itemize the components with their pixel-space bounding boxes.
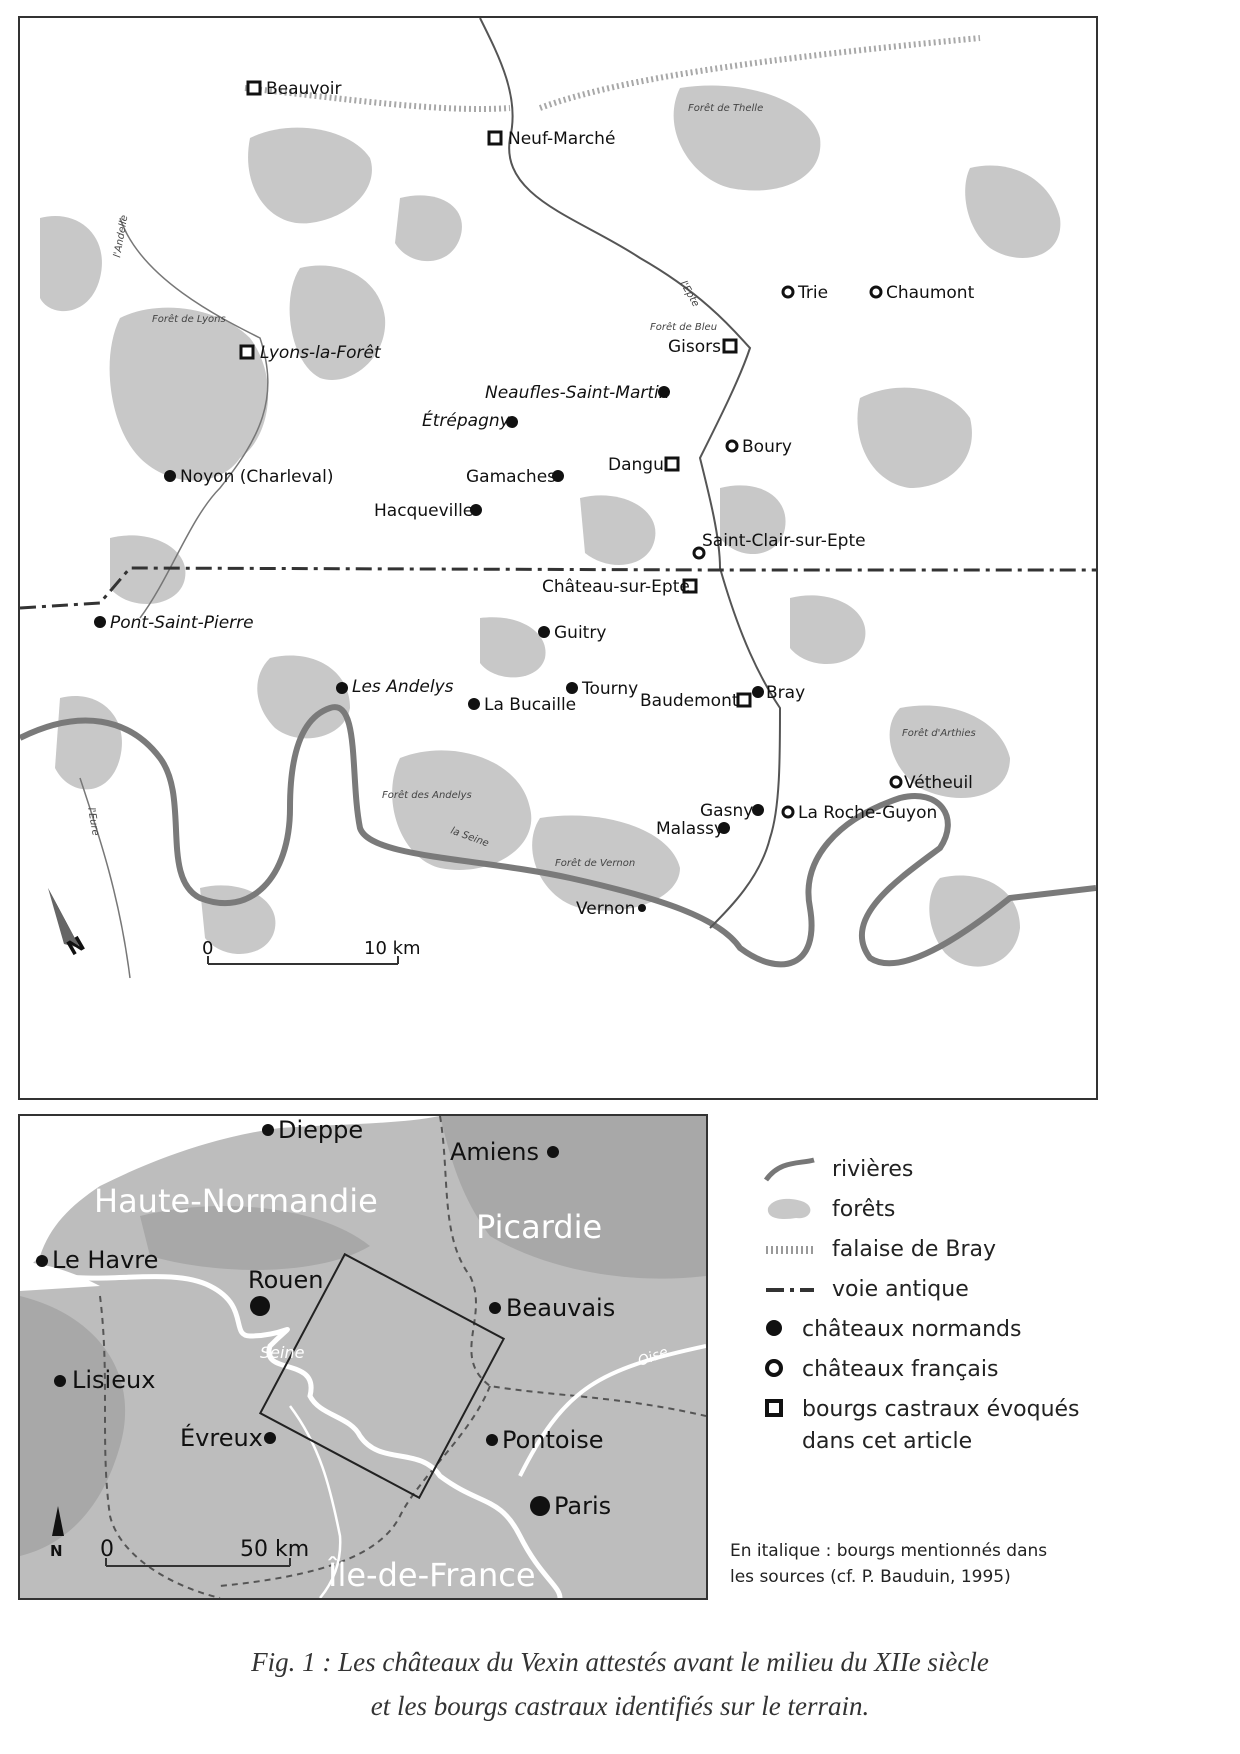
dot-dieppe	[262, 1124, 274, 1136]
marker-la-roche-guyon	[783, 807, 793, 817]
marker-boury	[727, 441, 737, 451]
dot-rouen	[250, 1296, 270, 1316]
legend-rivers-label: rivières	[832, 1157, 914, 1182]
inset-label-pontoise: Pontoise	[502, 1426, 604, 1454]
inset-label-evreux: Évreux	[180, 1424, 263, 1452]
legend-row-norman	[760, 1310, 1230, 1350]
label-neaufles: Neaufles-Saint-Martin	[485, 383, 670, 403]
cliff-line	[245, 38, 980, 109]
legend-bourgs-label-2: dans cet article	[802, 1429, 973, 1454]
label-tourny: Tourny	[582, 679, 639, 699]
label-gasny: Gasny	[700, 801, 754, 821]
forest-label-lyons: Forêt de Lyons	[152, 314, 226, 325]
forest-label-andelys: Forêt des Andelys	[382, 790, 472, 801]
marker-baudemont	[738, 694, 750, 706]
label-boury: Boury	[742, 437, 792, 457]
label-neuf-marche: Neuf-Marché	[508, 129, 616, 149]
marker-chaumont	[871, 287, 881, 297]
forest-label-arthies: Forêt d'Arthies	[902, 728, 976, 739]
caption-line-1: Fig. 1 : Les châteaux du Vexin attestés avant le milieu du XIIe siècle	[251, 1647, 989, 1677]
dot-lisieux	[54, 1375, 66, 1387]
legend-row-road	[760, 1270, 1230, 1310]
main-map-svg	[20, 18, 1096, 1098]
dot-evreux	[264, 1432, 276, 1444]
river-label-epte: l'Epte	[677, 279, 702, 309]
label-etrepagny: Étrépagny	[422, 411, 510, 431]
marker-tourny	[566, 682, 578, 694]
marker-bray	[752, 686, 764, 698]
inset-region-haute-normandie: Haute-Normandie	[94, 1182, 378, 1220]
marker-gisors	[724, 340, 736, 352]
inset-label-lisieux: Lisieux	[72, 1366, 156, 1394]
forest-label-vernon: Forêt de Vernon	[555, 858, 636, 869]
label-lyons: Lyons-la-Forêt	[260, 343, 381, 363]
north-arrow	[48, 888, 89, 960]
label-noyon: Noyon (Charleval)	[180, 467, 334, 487]
label-la-bucaille: La Bucaille	[484, 695, 577, 715]
legend-road-label: voie antique	[832, 1277, 969, 1302]
figure-caption	[0, 1640, 1240, 1728]
marker-vetheuil	[891, 777, 901, 787]
label-dangu: Dangu	[608, 455, 664, 475]
legend-road-symbol	[760, 1270, 820, 1306]
label-gamaches: Gamaches	[466, 467, 557, 487]
dot-le-havre	[36, 1255, 48, 1267]
label-trie: Trie	[798, 283, 829, 303]
inset-scale-bar	[100, 1537, 309, 1566]
legend-river-symbol	[760, 1150, 820, 1186]
label-saint-clair: Saint-Clair-sur-Epte	[702, 531, 866, 551]
label-guitry: Guitry	[554, 623, 607, 643]
marker-dangu	[666, 458, 678, 470]
label-la-roche-guyon: La Roche-Guyon	[798, 803, 938, 823]
forest-label-thelle: Forêt de Thelle	[688, 103, 764, 114]
label-chaumont: Chaumont	[886, 283, 975, 303]
inset-river-oise: Oise	[635, 1344, 671, 1370]
inset-map	[18, 1114, 708, 1600]
marker-pont-saint-pierre	[94, 616, 106, 628]
marker-gasny	[752, 804, 764, 816]
label-pont-saint-pierre: Pont-Saint-Pierre	[110, 613, 254, 633]
dot-amiens	[547, 1146, 559, 1158]
marker-trie	[783, 287, 793, 297]
inset-label-le-havre: Le Havre	[52, 1246, 159, 1274]
legend-norman-label: châteaux normands	[802, 1317, 1022, 1342]
marker-vernon	[638, 904, 646, 912]
marker-neuf-marche	[489, 132, 501, 144]
label-malassy: Malassy	[656, 819, 724, 839]
label-vernon: Vernon	[576, 899, 636, 919]
forest-label-bleu: Forêt de Bleu	[650, 322, 718, 333]
legend-row-bourgs	[760, 1390, 1230, 1462]
marker-guitry	[538, 626, 550, 638]
inset-region-ile-de-france: Île-de-France	[328, 1556, 536, 1594]
river-label-eure: l'Eure	[85, 806, 101, 837]
main-map	[18, 16, 1098, 1100]
marker-lyons	[241, 346, 253, 358]
scale-start: 0	[202, 938, 214, 959]
dot-paris	[530, 1496, 550, 1516]
legend-bourgs-label-1: bourgs castraux évoqués	[802, 1397, 1080, 1422]
inset-label-amiens: Amiens	[450, 1138, 539, 1166]
label-hacqueville: Hacqueville	[374, 501, 474, 521]
legend-note-line-1: En italique : bourgs mentionnés dans	[730, 1541, 1048, 1561]
label-baudemont: Baudemont	[640, 691, 739, 711]
inset-label-dieppe: Dieppe	[278, 1116, 364, 1144]
label-chateau-sur-epte: Château-sur-Epte	[542, 577, 690, 597]
caption-line-2: et les bourgs castraux identifiés sur le terrain.	[370, 1691, 870, 1721]
french-castles	[694, 287, 901, 817]
inset-label-rouen: Rouen	[248, 1266, 324, 1294]
label-beauvoir: Beauvoir	[266, 79, 342, 99]
marker-les-andelys	[336, 682, 348, 694]
legend-french-label: châteaux français	[802, 1357, 999, 1382]
legend-cliff-label: falaise de Bray	[832, 1237, 997, 1262]
legend-note-line-2: les sources (cf. P. Bauduin, 1995)	[730, 1567, 1011, 1587]
inset-region-picardie: Picardie	[476, 1208, 603, 1246]
legend-forests-label: forêts	[832, 1197, 896, 1222]
marker-noyon	[164, 470, 176, 482]
inset-scale-start: 0	[100, 1537, 114, 1562]
legend-row-forests	[760, 1190, 1230, 1230]
legend-note	[730, 1538, 1230, 1590]
label-vetheuil: Vétheuil	[904, 773, 973, 793]
inset-label-paris: Paris	[554, 1492, 612, 1520]
inset-map-svg	[20, 1116, 706, 1598]
marker-la-bucaille	[468, 698, 480, 710]
legend-row-french	[760, 1350, 1230, 1390]
label-les-andelys: Les Andelys	[352, 677, 454, 697]
legend-cliff-symbol	[760, 1230, 820, 1266]
marker-beauvoir	[248, 82, 260, 94]
inset-river-seine: Seine	[260, 1343, 305, 1362]
north-letter: N	[62, 931, 90, 961]
dot-pontoise	[486, 1434, 498, 1446]
legend-row-cliff	[760, 1230, 1230, 1270]
inset-oise	[520, 1346, 706, 1476]
legend-row-rivers	[760, 1150, 1230, 1190]
inset-north-letter: N	[50, 1542, 63, 1560]
label-bray: Bray	[766, 683, 806, 703]
river-label-seine: la Seine	[448, 825, 491, 850]
dot-beauvais	[489, 1302, 501, 1314]
inset-scale-end: 50 km	[240, 1537, 310, 1562]
legend	[760, 1150, 1230, 1590]
scale-end: 10 km	[364, 938, 421, 959]
legend-forest-symbol	[760, 1190, 820, 1226]
inset-label-beauvais: Beauvais	[506, 1294, 616, 1322]
label-gisors: Gisors	[668, 337, 722, 357]
river-label-andelle: l'Andelle	[112, 214, 131, 259]
